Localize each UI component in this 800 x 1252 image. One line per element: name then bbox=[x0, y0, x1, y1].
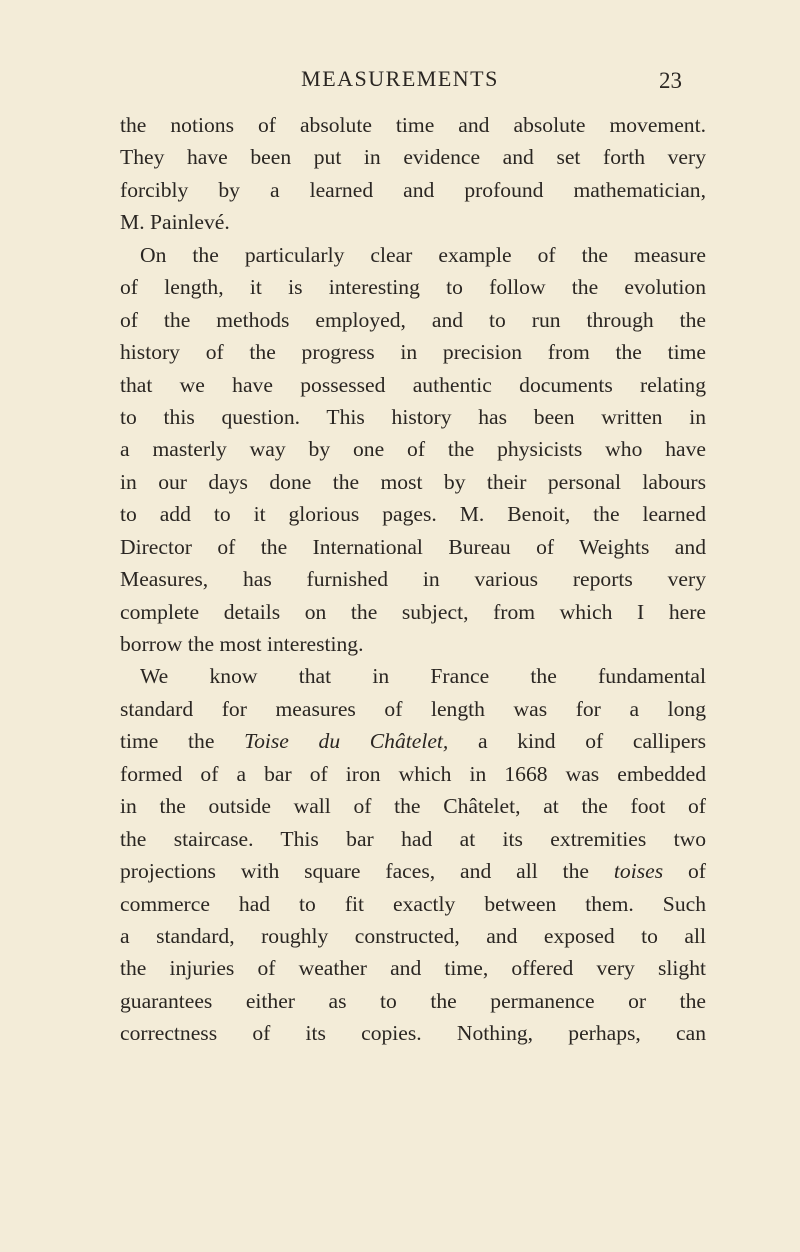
italic-term: toises bbox=[613, 859, 664, 884]
text-segment: of bbox=[663, 859, 707, 884]
text-line: a masterly way by one of the physicists who have bbox=[120, 437, 706, 462]
text-line: standard for measures of length was for a long bbox=[120, 696, 706, 721]
page-number: 23 bbox=[659, 68, 682, 93]
text-line: of length, it is interesting to follow the evolution bbox=[120, 275, 706, 300]
text-line: complete details on the subject, from which I here bbox=[120, 599, 706, 624]
text-line: the injuries of weather and time, offered very slight bbox=[120, 956, 706, 981]
text-line: M. Painlevé. bbox=[120, 210, 230, 235]
text-line: of the methods employed, and to run through the bbox=[120, 307, 706, 332]
text-line: correctness of its copies. Nothing, perhaps, can bbox=[120, 1021, 706, 1046]
text-segment: a kind of callipers bbox=[448, 729, 707, 754]
text-line: in our days done the most by their personal labours bbox=[120, 469, 706, 494]
text-line: commerce had to fit exactly between them. Such bbox=[120, 891, 706, 916]
text-line: Director of the International Bureau of Weights and bbox=[120, 534, 706, 559]
text-line: to add to it glorious pages. M. Benoit, the learned bbox=[120, 502, 706, 527]
text-line: history of the progress in precision from the time bbox=[120, 340, 706, 365]
text-segment: time the bbox=[120, 729, 245, 754]
text-line: borrow the most interesting. bbox=[120, 632, 364, 656]
text-line-with-italic bbox=[120, 725, 706, 757]
running-head bbox=[0, 66, 800, 96]
italic-term: Toise du Châtelet, bbox=[244, 729, 449, 754]
text-line: formed of a bar of iron which in 1668 was embedded bbox=[120, 761, 706, 786]
text-line: guarantees either as to the permanence or the bbox=[120, 988, 706, 1013]
body-text bbox=[120, 109, 706, 1050]
text-line: We know that in France the fundamental bbox=[140, 664, 706, 689]
text-line: that we have possessed authentic documents relating bbox=[120, 372, 706, 397]
text-line: They have been put in evidence and set forth very bbox=[120, 145, 706, 170]
text-line: to this question. This history has been written in bbox=[120, 404, 706, 429]
text-line: a standard, roughly constructed, and exposed to all bbox=[120, 923, 706, 948]
text-line: forcibly by a learned and profound mathematician, bbox=[120, 177, 706, 202]
text-line: the notions of absolute time and absolute movement. bbox=[120, 113, 706, 137]
text-line-with-italic bbox=[120, 855, 706, 887]
text-line: the staircase. This bar had at its extremities two bbox=[120, 826, 706, 851]
page-title: MEASUREMENTS bbox=[301, 66, 499, 91]
text-line: Measures, has furnished in various reports very bbox=[120, 567, 706, 592]
text-line: On the particularly clear example of the measure bbox=[140, 242, 706, 267]
text-line: in the outside wall of the Châtelet, at the foot of bbox=[120, 794, 706, 819]
text-segment: projections with square faces, and all the bbox=[120, 859, 614, 884]
